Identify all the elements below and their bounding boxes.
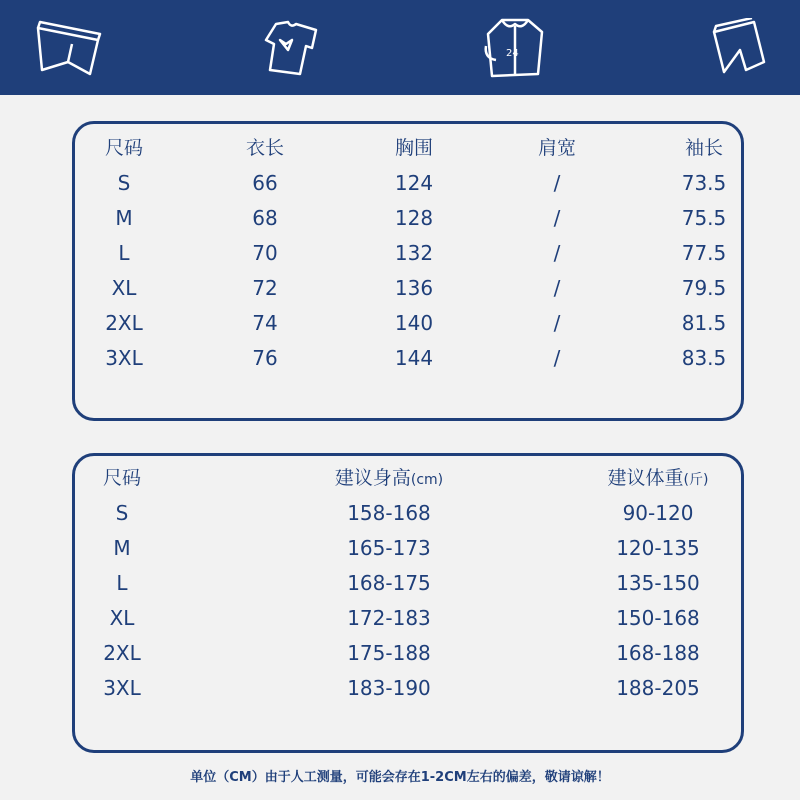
column-header-label: 建议身高	[334, 467, 411, 489]
table-cell: 168-188	[616, 641, 700, 665]
table-cell: 165-173	[347, 536, 431, 560]
table-cell: 81.5	[681, 311, 727, 335]
table-cell: 183-190	[347, 676, 431, 700]
column-header: 尺码	[104, 137, 144, 159]
column-header-label: 建议体重	[607, 467, 684, 489]
table-cell: /	[553, 311, 561, 335]
header-banner	[0, 0, 800, 95]
table-cell: S	[115, 501, 129, 525]
table-cell: 66	[252, 171, 278, 195]
table-cell: 83.5	[681, 346, 727, 370]
table-cell: 140	[394, 311, 434, 335]
table-cell: 3XL	[105, 346, 143, 370]
table-cell: L	[116, 571, 128, 595]
table-cell: 172-183	[347, 606, 431, 630]
jacket-icon	[482, 16, 548, 82]
table-cell: 128	[394, 206, 434, 230]
table-cell: /	[553, 241, 561, 265]
pants-icon	[32, 18, 104, 76]
size-measurement-table	[72, 121, 744, 421]
table-cell: 188-205	[616, 676, 700, 700]
table-cell: M	[115, 206, 133, 230]
column-header: 肩宽	[537, 137, 577, 159]
table-cell: 158-168	[347, 501, 431, 525]
table-cell: 74	[252, 311, 278, 335]
table-cell: 70	[252, 241, 278, 265]
column-header	[608, 466, 709, 492]
table-cell: 124	[394, 171, 434, 195]
table-cell: 68	[252, 206, 278, 230]
table-cell: M	[113, 536, 131, 560]
table-cell: XL	[111, 276, 137, 300]
footer-note: 单位（CM）由于人工测量，可能会存在1-2CM左右的偏差，敬请谅解！	[190, 770, 610, 785]
size-recommendation-table	[72, 453, 744, 753]
table-cell: 168-175	[347, 571, 431, 595]
table-cell: /	[553, 171, 561, 195]
svg-text:24: 24	[506, 48, 519, 59]
tshirt-icon	[260, 18, 322, 80]
column-header-label: 尺码	[102, 467, 142, 489]
table-cell: 135-150	[616, 571, 700, 595]
column-header: 胸围	[394, 137, 434, 159]
table-cell: 72	[252, 276, 278, 300]
table-cell: S	[117, 171, 131, 195]
table-cell: /	[553, 206, 561, 230]
column-header	[103, 466, 141, 490]
column-header: 袖长	[684, 137, 724, 159]
table-cell: 2XL	[103, 641, 141, 665]
shorts-icon	[710, 18, 768, 76]
table-cell: 76	[252, 346, 278, 370]
table-cell: L	[118, 241, 130, 265]
table-cell: 136	[394, 276, 434, 300]
table-cell: 79.5	[681, 276, 727, 300]
table-cell: /	[553, 276, 561, 300]
table-cell: 90-120	[622, 501, 694, 525]
column-header	[335, 466, 443, 492]
table-cell: XL	[109, 606, 135, 630]
column-header: 衣长	[245, 137, 285, 159]
table-cell: 77.5	[681, 241, 727, 265]
table-cell: 175-188	[347, 641, 431, 665]
table-cell: 132	[394, 241, 434, 265]
column-header-unit: (cm)	[410, 472, 444, 488]
table-cell: 120-135	[616, 536, 700, 560]
table-cell: 150-168	[616, 606, 700, 630]
table-cell: 144	[394, 346, 434, 370]
table-cell: 73.5	[681, 171, 727, 195]
column-header-unit: (斤)	[683, 472, 709, 488]
table-cell: 75.5	[681, 206, 727, 230]
table-cell: 3XL	[103, 676, 141, 700]
table-cell: 2XL	[105, 311, 143, 335]
table-cell: /	[553, 346, 561, 370]
